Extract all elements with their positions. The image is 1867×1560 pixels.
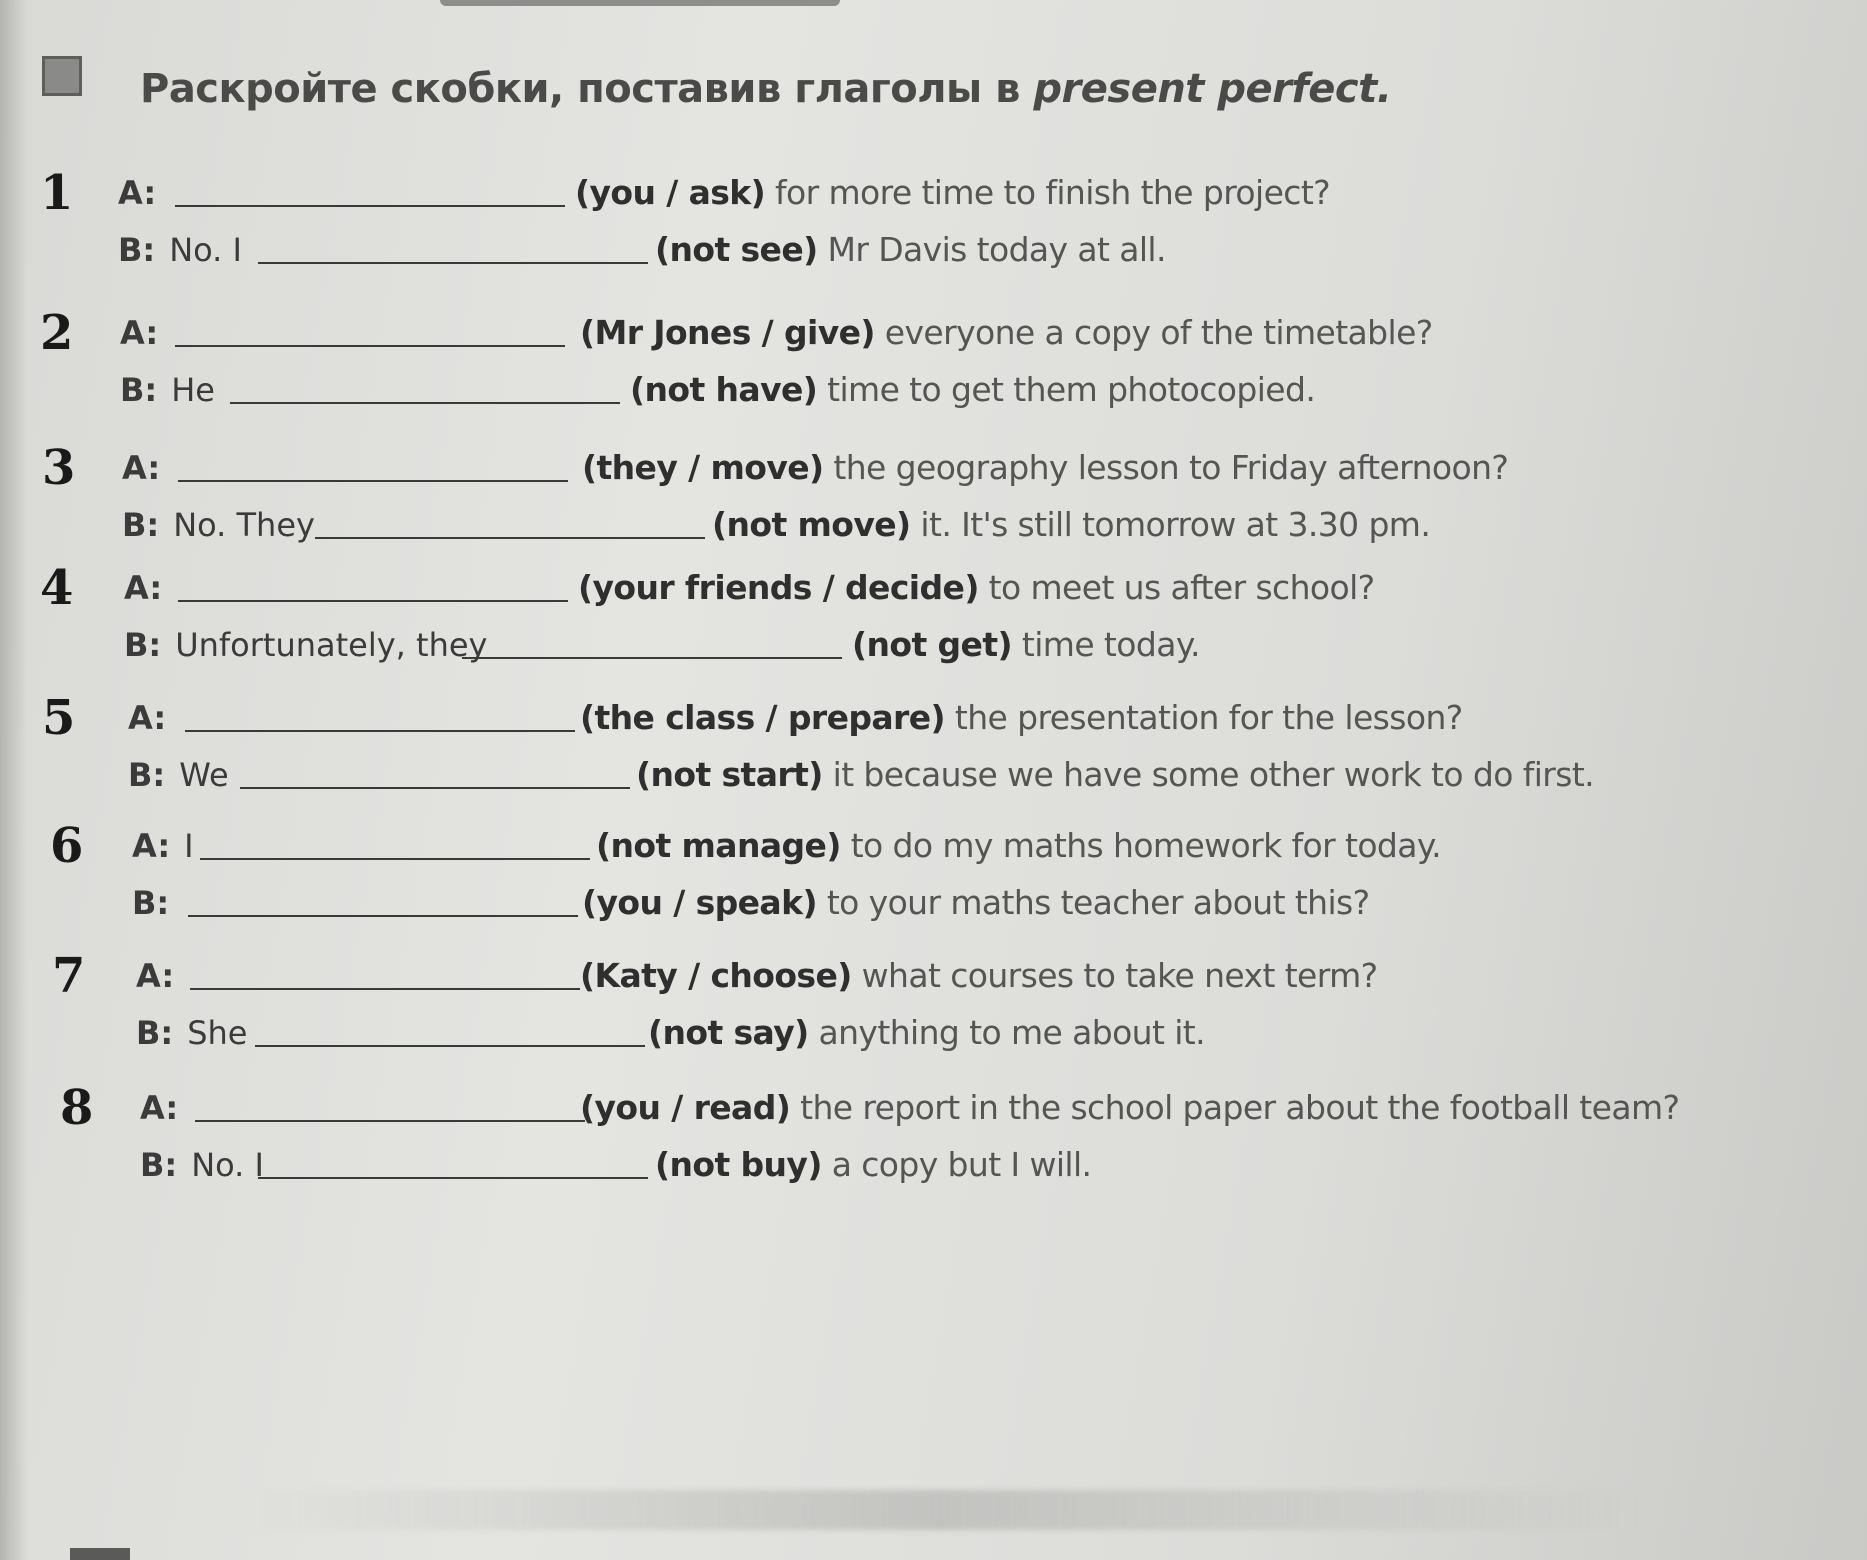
- speaker-a-label: [124, 560, 162, 616]
- faded-footer-text: [240, 1490, 1640, 1530]
- answer-blank-b[interactable]: [188, 915, 578, 917]
- verb-cue-b: (not move): [712, 505, 911, 544]
- prompt-a: [580, 948, 1378, 1004]
- speaker-b-label: [120, 362, 215, 418]
- speaker-b-label: [128, 747, 229, 803]
- speaker-a-letter: A:: [124, 569, 163, 607]
- answer-blank-a[interactable]: [195, 1120, 585, 1122]
- speaker-a-label: [122, 440, 160, 496]
- verb-cue-a: (not manage): [596, 826, 841, 865]
- speaker-b-letter: B:: [124, 626, 162, 664]
- answer-blank-b[interactable]: [240, 787, 630, 789]
- speaker-a-lead-text: I: [184, 827, 194, 865]
- verb-cue-b: (not see): [655, 230, 818, 269]
- speaker-b-lead-text: Unfortunately, they: [175, 626, 488, 664]
- prompt-b: [630, 362, 1315, 418]
- instruction-text: Раскройте скобки, поставив глаголы в: [140, 66, 1034, 112]
- verb-cue-a: (your friends / decide): [578, 568, 979, 607]
- sentence-rest-b: to your maths teacher about this?: [816, 883, 1370, 922]
- answer-blank-a[interactable]: [178, 480, 568, 482]
- speaker-b-letter: B:: [122, 506, 160, 544]
- answer-blank-b[interactable]: [230, 402, 620, 404]
- speaker-b-lead-text: No. I: [191, 1146, 264, 1184]
- sentence-rest-b: it because we have some other work to do first.: [822, 755, 1595, 794]
- item-number: 2: [40, 305, 74, 361]
- speaker-b-label: [122, 497, 315, 553]
- verb-cue-b: (not have): [630, 370, 818, 409]
- sentence-rest-b: time to get them photocopied.: [817, 370, 1316, 409]
- speaker-b-letter: B:: [136, 1014, 174, 1052]
- verb-cue-a: (they / move): [582, 448, 824, 487]
- prompt-b: [655, 1137, 1091, 1193]
- verb-cue-b: (not get): [852, 625, 1012, 664]
- exercise-instruction: [140, 66, 1391, 112]
- speaker-a-letter: A:: [140, 1089, 179, 1127]
- verb-cue-b: (you / speak): [582, 883, 817, 922]
- prompt-b: [648, 1005, 1205, 1061]
- answer-blank-b[interactable]: [462, 657, 842, 659]
- speaker-a-letter: A:: [132, 827, 171, 865]
- prompt-a: [580, 305, 1433, 361]
- item-number: 8: [60, 1080, 94, 1136]
- item-number: 1: [40, 165, 74, 221]
- prompt-a: [582, 440, 1508, 496]
- sentence-rest-a: the geography lesson to Friday afternoon?: [823, 448, 1509, 487]
- sentence-rest-b: time today.: [1011, 625, 1200, 664]
- item-number: 4: [40, 560, 74, 616]
- sentence-rest-a: to do my maths homework for today.: [840, 826, 1441, 865]
- prompt-a: [580, 1080, 1679, 1136]
- speaker-b-letter: B:: [128, 756, 166, 794]
- speaker-a-letter: A:: [118, 174, 157, 212]
- answer-blank-a[interactable]: [200, 858, 590, 860]
- speaker-b-label: [136, 1005, 247, 1061]
- item-number: 7: [52, 948, 86, 1004]
- answer-blank-b[interactable]: [258, 262, 648, 264]
- speaker-b-label: [124, 617, 487, 673]
- sentence-rest-b: anything to me about it.: [808, 1013, 1205, 1052]
- sentence-rest-a: to meet us after school?: [978, 568, 1375, 607]
- sentence-rest-a: for more time to finish the project?: [765, 173, 1331, 212]
- verb-cue-a: (Katy / choose): [580, 956, 852, 995]
- speaker-a-letter: A:: [136, 957, 175, 995]
- speaker-b-label: [140, 1137, 264, 1193]
- verb-cue-a: (you / read): [580, 1088, 791, 1127]
- sentence-rest-a: everyone a copy of the timetable?: [874, 313, 1433, 352]
- speaker-a-label: [140, 1080, 178, 1136]
- answer-blank-a[interactable]: [175, 345, 565, 347]
- verb-cue-b: (not say): [648, 1013, 809, 1052]
- top-binding-mark: [440, 0, 840, 6]
- verb-cue-a: (Mr Jones / give): [580, 313, 875, 352]
- verb-cue-a: (you / ask): [575, 173, 766, 212]
- speaker-a-label: [120, 305, 158, 361]
- verb-cue-a: (the class / prepare): [580, 698, 945, 737]
- verb-cue-b: (not buy): [655, 1145, 822, 1184]
- speaker-b-lead-text: No. I: [169, 231, 242, 269]
- speaker-b-label: [132, 875, 169, 931]
- prompt-a: [575, 165, 1330, 221]
- task-marker-icon: [42, 56, 82, 96]
- prompt-b: [582, 875, 1370, 931]
- verb-cue-b: (not start): [636, 755, 823, 794]
- prompt-b: [636, 747, 1594, 803]
- speaker-b-letter: B:: [118, 231, 156, 269]
- speaker-b-lead-text: He: [171, 371, 215, 409]
- speaker-b-label: [118, 222, 242, 278]
- speaker-a-letter: A:: [128, 699, 167, 737]
- item-number: 6: [50, 818, 84, 874]
- speaker-b-letter: B:: [120, 371, 158, 409]
- speaker-b-lead-text: No. They: [173, 506, 315, 544]
- prompt-b: [852, 617, 1200, 673]
- answer-blank-b[interactable]: [258, 1177, 648, 1179]
- prompt-b: [655, 222, 1166, 278]
- speaker-b-lead-text: We: [179, 756, 229, 794]
- sentence-rest-b: a copy but I will.: [821, 1145, 1092, 1184]
- sentence-rest-a: what courses to take next term?: [851, 956, 1378, 995]
- speaker-a-label: [118, 165, 156, 221]
- prompt-b: [712, 497, 1430, 553]
- speaker-b-letter: B:: [140, 1146, 178, 1184]
- sentence-rest-a: the report in the school paper about the football team?: [790, 1088, 1680, 1127]
- answer-blank-a[interactable]: [185, 730, 575, 732]
- speaker-a-letter: A:: [120, 314, 159, 352]
- speaker-b-letter: B:: [132, 884, 170, 922]
- prompt-a: [596, 818, 1441, 874]
- prompt-a: [578, 560, 1375, 616]
- answer-blank-b[interactable]: [255, 1045, 645, 1047]
- speaker-a-label: [132, 818, 194, 874]
- sentence-rest-b: Mr Davis today at all.: [817, 230, 1166, 269]
- speaker-b-lead-text: She: [187, 1014, 248, 1052]
- item-number: 3: [42, 440, 76, 496]
- speaker-a-letter: A:: [122, 449, 161, 487]
- item-number: 5: [42, 690, 76, 746]
- corner-mark: [70, 1548, 130, 1560]
- speaker-a-label: [128, 690, 166, 746]
- answer-blank-a[interactable]: [175, 205, 565, 207]
- sentence-rest-b: it. It's still tomorrow at 3.30 pm.: [910, 505, 1431, 544]
- answer-blank-b[interactable]: [315, 537, 705, 539]
- sentence-rest-a: the presentation for the lesson?: [944, 698, 1463, 737]
- speaker-a-label: [136, 948, 174, 1004]
- page-edge-shadow: [0, 0, 28, 1560]
- instruction-emphasis: present perfect.: [1033, 66, 1392, 112]
- prompt-a: [580, 690, 1463, 746]
- answer-blank-a[interactable]: [190, 988, 580, 990]
- answer-blank-a[interactable]: [178, 600, 568, 602]
